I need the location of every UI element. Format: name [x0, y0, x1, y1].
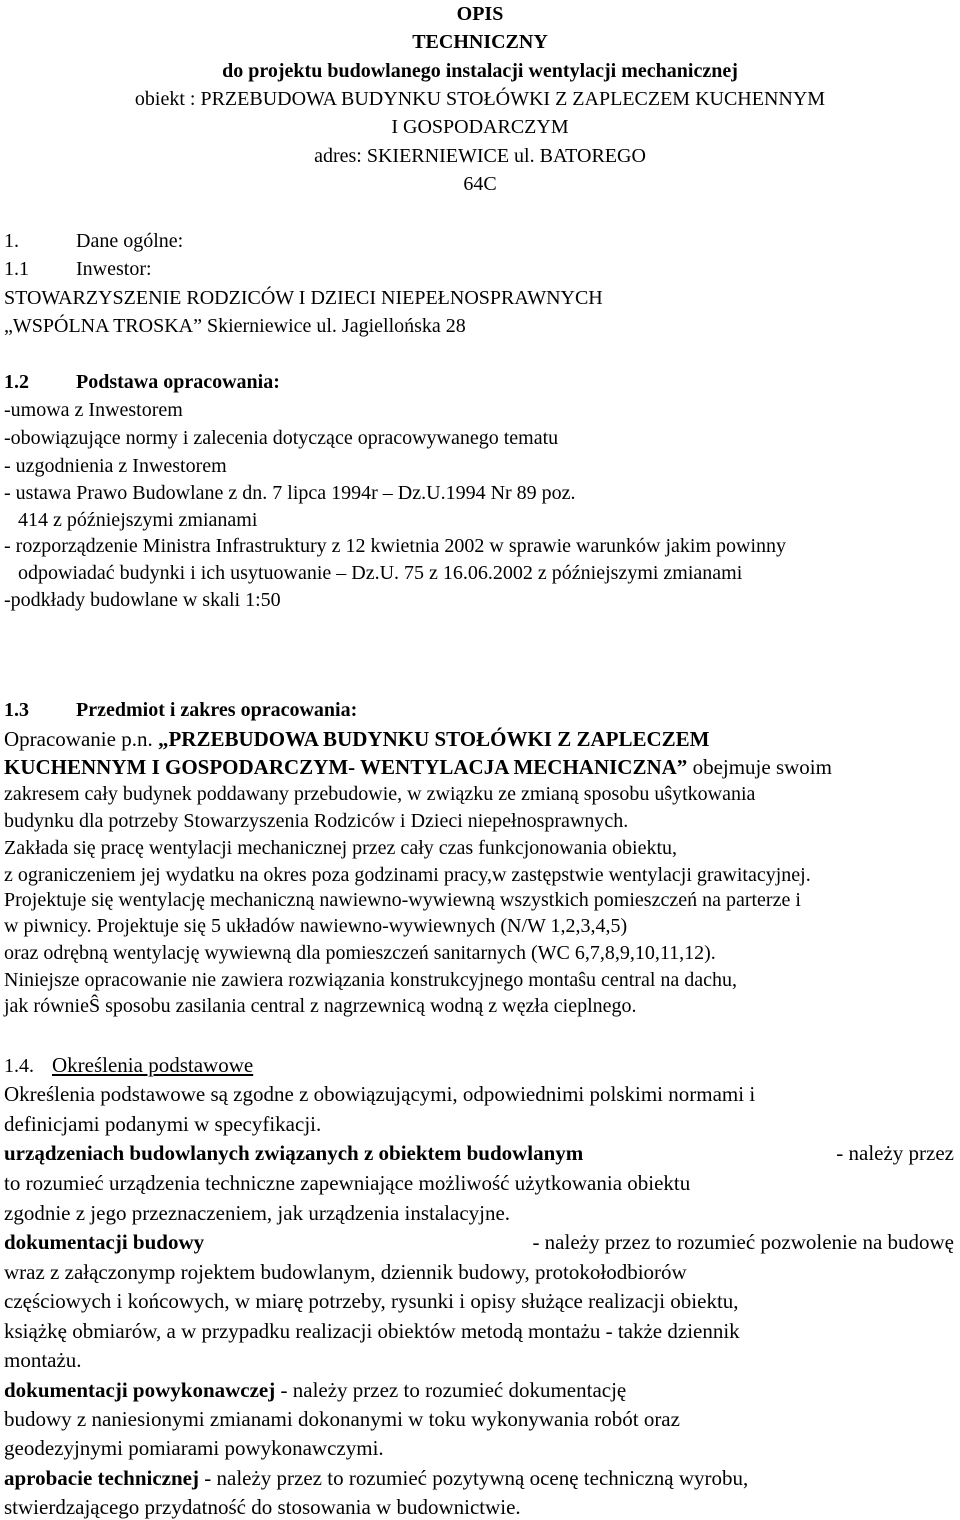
address-line-2: 64C	[463, 173, 497, 195]
basis-line-2: -obowiązujące normy i zalecenia dotyczące opracowywanego tematu	[4, 427, 559, 449]
def-3-rest: - należy przez to rozumieć dokumentację	[280, 1378, 627, 1402]
def-4-term: aprobacie technicznej	[4, 1466, 199, 1490]
def-2-line-5: montażu.	[4, 1348, 82, 1372]
section-1-3-heading	[4, 698, 357, 722]
def-2-rest: - należy przez to rozumieć pozwolenie na budowę	[532, 1230, 954, 1254]
def-2-line-3: częściowych i końcowych, w miarę potrzeby, rysunki i opisy służące realizacji obiektu,	[4, 1289, 739, 1313]
section-1-4-num: 1.4.	[4, 1055, 34, 1077]
def-3-line-3: geodezyjnymi pomiarami powykonawczymi.	[4, 1436, 384, 1460]
scope-line-1	[4, 727, 710, 751]
section-1-num: 1.	[4, 230, 19, 252]
project-name: „PRZEBUDOWA BUDYNKU STOŁÓWKI Z ZAPLECZEM	[157, 727, 710, 751]
object-line	[0, 87, 960, 111]
def-1-line-3: zgodnie z jego przeznaczeniem, jak urządzenia instalacyjne.	[4, 1201, 511, 1225]
object-line-2: I GOSPODARCZYM	[391, 116, 569, 138]
def-3-term: dokumentacji powykonawczej	[4, 1378, 276, 1402]
section-1-1-heading	[4, 257, 152, 281]
section-1-2-title: Podstawa opracowania:	[76, 371, 280, 393]
basis-line-3: - uzgodnienia z Inwestorem	[4, 455, 227, 477]
scope-line-4: budynku dla potrzeby Stowarzyszenia Rodziców i Dzieci niepełnosprawnych.	[4, 810, 629, 832]
section-1-1-title: Inwestor:	[76, 258, 152, 280]
basis-line-5: 414 z późniejszymi zmianami	[18, 509, 258, 531]
section-1-4-title: Określenia podstawowe	[52, 1053, 254, 1077]
basis-line-6: - rozporządzenie Ministra Infrastruktury z 12 kwietnia 2002 w sprawie warunków jakim powinny	[4, 535, 787, 557]
section-1-4-heading	[4, 1053, 253, 1078]
scope-line-5: Zakłada się pracę wentylacji mechanicznej przez cały czas funkcjonowania obiektu,	[4, 837, 677, 859]
object-prefix: obiekt :	[134, 88, 201, 110]
def-1-line-2: to rozumieć urządzenia techniczne zapewniające możliwość użytkowania obiektu	[4, 1171, 691, 1195]
project-name-2: KUCHENNYM I GOSPODARCZYM- WENTYLACJA MECHANICZNA”	[4, 755, 688, 779]
basis-line-7: odpowiadać budynki i ich usytuowanie – Dz.U. 75 z 16.06.2002 z późniejszymi zmianami	[18, 562, 743, 584]
def-1-term: urządzeniach budowlanych związanych z obiektem budowlanym	[4, 1141, 584, 1165]
investor-line-2: „WSPÓLNA TROSKA” Skierniewice ul. Jagiellońska 28	[4, 315, 466, 337]
def-3-line-2: budowy z naniesionymi zmianami dokonanymi w toku wykonywania robót oraz	[4, 1407, 680, 1431]
def-4-rest: - należy przez to rozumieć pozytywną ocenę techniczną wyrobu,	[199, 1466, 749, 1490]
scope-intro: Opracowanie p.n.	[4, 727, 158, 751]
basis-line-1: -umowa z Inwestorem	[4, 399, 183, 421]
def-2-line-2: wraz z załączonymp rojektem budowlanym, dziennik budowy, protokołodbiorów	[4, 1260, 687, 1284]
address-line	[0, 144, 960, 168]
section-1-3-num: 1.3	[4, 699, 29, 721]
scope-line-10: Niniejsze opracowanie nie zawiera rozwiązania konstrukcyjnego montaŝu central na dachu,	[4, 969, 738, 991]
def-4-line-2: stwierdzającego przydatność do stosowania w budownictwie.	[4, 1495, 521, 1519]
definitions-intro-2: definicjami podanymi w specyfikacji.	[4, 1112, 322, 1136]
scope-line-2	[4, 755, 832, 779]
doc-title-2: TECHNICZNY	[412, 31, 548, 53]
address-prefix: adres:	[314, 145, 367, 167]
section-1-title: Dane ogólne:	[76, 230, 184, 252]
basis-line-8: -podkłady budowlane w skali 1:50	[4, 589, 281, 611]
def-2-term: dokumentacji budowy	[4, 1230, 205, 1254]
scope-line-2-rest: obejmuje swoim	[687, 755, 832, 779]
scope-line-3: zakresem cały budynek poddawany przebudowie, w związku ze zmianą sposobu uŝytkowania	[4, 783, 756, 805]
section-1-1-num: 1.1	[4, 258, 29, 280]
object-name: PRZEBUDOWA BUDYNKU STOŁÓWKI Z ZAPLECZEM KUCHENNYM	[200, 88, 826, 110]
def-1-rest: - należy przez	[836, 1141, 954, 1165]
scope-line-9: oraz odrębną wentylację wywiewną dla pomieszczeń sanitarnych (WC 6,7,8,9,10,11,12).	[4, 942, 716, 964]
section-1-heading	[4, 229, 183, 253]
section-1-3-title: Przedmiot i zakres opracowania:	[76, 699, 358, 721]
section-1-2-num: 1.2	[4, 371, 29, 393]
def-2-line-1	[4, 1230, 954, 1254]
def-2-line-4: książkę obmiarów, a w przypadku realizacji obiektów metodą montażu - także dziennik	[4, 1319, 740, 1343]
scope-line-7: Projektuje się wentylację mechaniczną nawiewno-wywiewną wszystkich pomieszczeń na parterze i	[4, 889, 801, 911]
scope-line-6: z ograniczeniem jej wydatku na okres poza godzinami pracy,w zastępstwie wentylacji grawitacyjnej.	[4, 864, 811, 886]
scope-line-8: w piwnicy. Projektuje się 5 układów nawiewno-wywiewnych (N/W 1,2,3,4,5)	[4, 915, 628, 937]
scope-line-11: jak równieŜ sposobu zasilania central z nagrzewnicą wodną z węzła cieplnego.	[4, 995, 637, 1017]
definitions-intro-1: Określenia podstawowe są zgodne z obowiązującymi, odpowiednimi polskimi normami i	[4, 1082, 756, 1106]
address: SKIERNIEWICE ul. BATOREGO	[366, 145, 646, 167]
def-4-line-1	[4, 1466, 748, 1490]
basis-line-4: - ustawa Prawo Budowlane z dn. 7 lipca 1994r – Dz.U.1994 Nr 89 poz.	[4, 482, 576, 504]
section-1-2-heading	[4, 370, 280, 394]
doc-title: OPIS	[456, 3, 504, 25]
investor-line-1: STOWARZYSZENIE RODZICÓW I DZIECI NIEPEŁNOSPRAWNYCH	[4, 287, 603, 309]
def-1-line-1	[4, 1141, 954, 1165]
def-3-line-1	[4, 1378, 626, 1402]
doc-subtitle: do projektu budowlanego instalacji wentylacji mechanicznej	[222, 60, 738, 82]
